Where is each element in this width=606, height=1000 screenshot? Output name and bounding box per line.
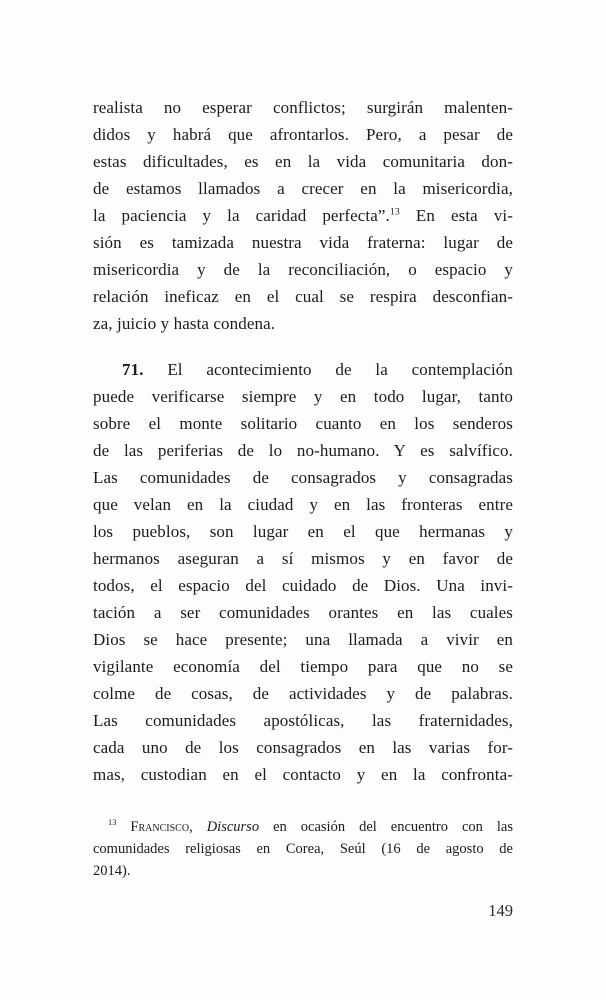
text-line (93, 410, 513, 437)
paragraph-continuation (93, 94, 513, 337)
text-run: 71. (122, 360, 144, 379)
text-line (93, 491, 513, 518)
text-run: de estamos llamados a crecer en la misericordia, (93, 179, 513, 198)
text-line (93, 202, 513, 229)
text-line (93, 256, 513, 283)
text-run: cada uno de los consagrados en las varias for- (93, 738, 513, 757)
text-run: vigilante economía del tiempo para que no se (93, 657, 513, 676)
text-line (93, 518, 513, 545)
text-line (93, 464, 513, 491)
text-line (93, 545, 513, 572)
text-run: za, juicio y hasta condena. (93, 314, 276, 333)
main-text-block (93, 94, 513, 788)
footnote-13 (93, 816, 513, 882)
text-run: relación ineficaz en el cual se respira desconfian- (93, 287, 513, 306)
text-run: 13 (389, 206, 400, 218)
paragraph-71 (93, 356, 513, 788)
text-line (93, 734, 513, 761)
text-run: 2014). (93, 863, 131, 879)
text-run (116, 819, 130, 835)
text-run: realista no esperar conflictos; surgirán malenten- (93, 98, 513, 117)
text-run: misericordia y de la reconciliación, o espacio y (93, 260, 513, 279)
text-line (93, 383, 513, 410)
text-line (93, 761, 513, 788)
text-run: Dios se hace presente; una llamada a vivir en (93, 630, 513, 649)
text-line (93, 626, 513, 653)
text-run: puede verificarse siempre y en todo lugar, tanto (93, 387, 513, 406)
text-line (93, 121, 513, 148)
text-run: todos, el espacio del cuidado de Dios. Una invi- (93, 576, 513, 595)
text-line (93, 680, 513, 707)
text-line (93, 175, 513, 202)
text-line (93, 437, 513, 464)
text-run: didos y habrá que afrontarlos. Pero, a pesar de (93, 125, 513, 144)
text-run: Discurso (206, 819, 260, 835)
text-run: Las comunidades de consagrados y consagradas (93, 468, 513, 487)
text-run: mas, custodian en el contacto y en la confronta- (93, 765, 513, 784)
text-line (93, 283, 513, 310)
text-line (93, 572, 513, 599)
text-run: , (189, 819, 207, 835)
text-line (93, 816, 513, 838)
text-run: sión es tamizada nuestra vida fraterna: lugar de (93, 233, 513, 252)
text-line (93, 310, 513, 337)
text-run: colme de cosas, de actividades y de palabras. (93, 684, 513, 703)
text-line (93, 653, 513, 680)
text-run: que velan en la ciudad y en las fronteras entre (93, 495, 513, 514)
text-run: estas dificultades, es en la vida comunitaria don- (93, 152, 513, 171)
text-line (93, 599, 513, 626)
text-run: en ocasión del encuentro con las (259, 819, 514, 835)
text-run: la paciencia y la caridad perfecta”. (93, 206, 390, 225)
text-run: de las periferias de lo no-humano. Y es salvífico. (93, 441, 513, 460)
text-run: Las comunidades apostólicas, las fraternidades, (93, 711, 513, 730)
text-line (93, 356, 513, 383)
text-run: tación a ser comunidades orantes en las cuales (93, 603, 513, 622)
text-line (93, 707, 513, 734)
footnote-block (93, 816, 513, 882)
text-run: El acontecimiento de la contemplación (143, 360, 513, 379)
text-run: En esta vi- (399, 206, 513, 225)
text-run: hermanos aseguran a sí mismos y en favor de (93, 549, 513, 568)
text-run: Francisco (130, 819, 190, 835)
text-run: comunidades religiosas en Corea, Seúl (16 de agosto de (93, 841, 513, 857)
page-number: 149 (488, 901, 513, 920)
text-run: los pueblos, son lugar en el que hermanas y (93, 522, 513, 541)
text-run: sobre el monte solitario cuanto en los senderos (93, 414, 513, 433)
text-line (93, 838, 513, 860)
text-line (93, 94, 513, 121)
text-line (93, 860, 513, 882)
text-line (93, 148, 513, 175)
text-run: 13 (108, 818, 117, 828)
text-line (93, 229, 513, 256)
